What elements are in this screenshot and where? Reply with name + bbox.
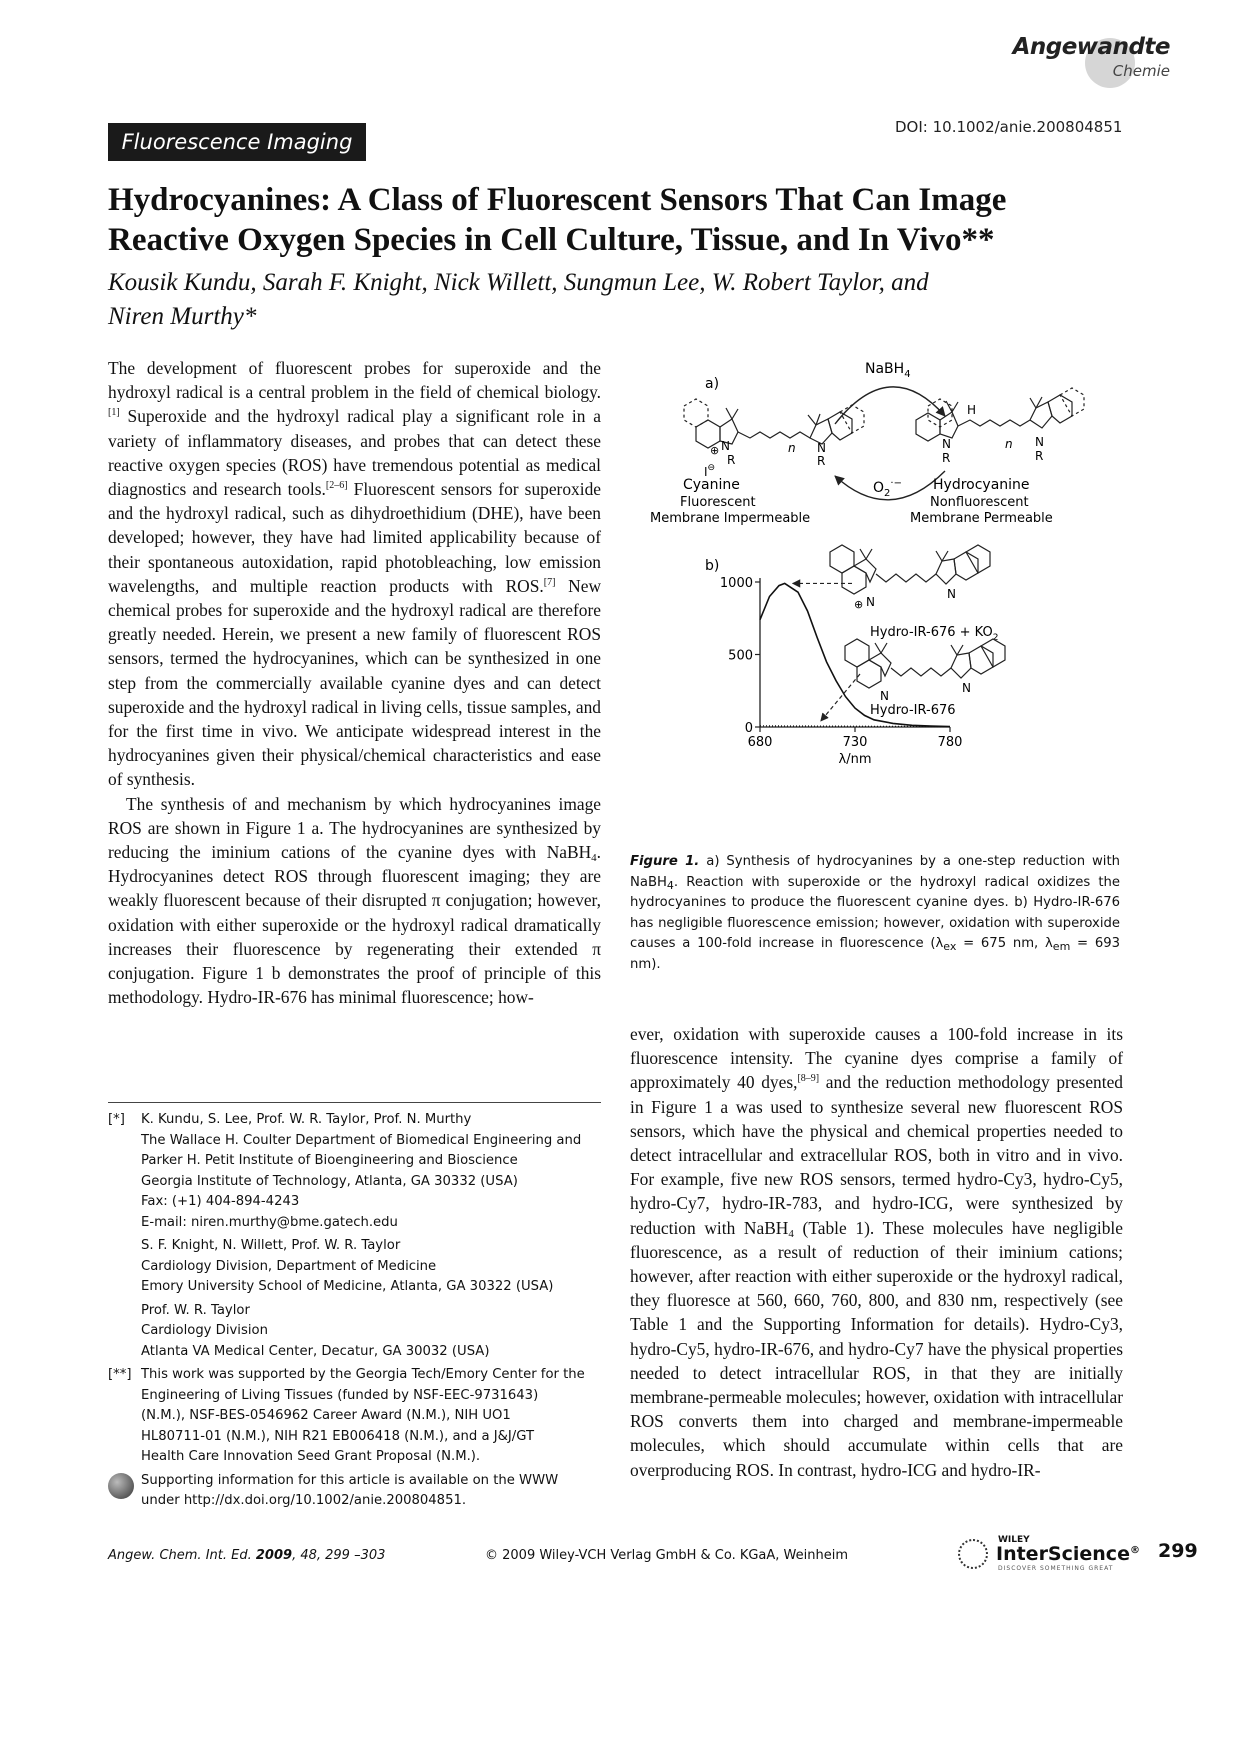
counter-ion: I⊖ [704,463,716,479]
body-paragraph: The development of fluorescent probes for superoxide and the hydroxyl radical is a central problem in the field of chemical biology.[1] Superoxide and the hydroxyl radical play a significant role in a variety of inflammatory diseases, and probes that can detect these reactive oxygen species (ROS) have tremendous potential as medical diagnostics and research tools.[2–6] Fluorescent sensors for superoxide and the hydroxyl radical, such as dihydroethidium (DHE), have been developed; however, they have had limited applicability because of their spontaneous autoxidation, rapid photobleaching, low emission wavelengths, and multiple reaction products with ROS.[7] New chemical probes for superoxide and the hydroxyl radical are therefore greatly needed. Herein, we present a new family of fluorescent ROS sensors, termed the hydrocyanines, which can be synthesized in one step from the commercially available cyanine dyes and can detect superoxide and the hydroxyl radical in living cells, tissue samples, and for the first time in vivo. We anticipate widespread interest in the hydrocyanines given their physical/chemical characteristics and ease of synthesis. [108,358,602,790]
citation[interactable]: [7] [543,576,556,588]
y-tick-label: 0 [744,721,753,736]
citation[interactable]: [1] [108,407,120,419]
svg-text:n: n [1005,437,1013,451]
authors-line: Niren Murthy* [108,303,257,330]
panel-a-label: a) [705,376,720,392]
doi: DOI: 10.1002/anie.200804851 [895,118,1123,136]
y-tick-label: 500 [728,648,753,664]
svg-text:N: N [942,437,951,451]
cyanine-property: Fluorescent [680,495,756,510]
footnote-divider [108,1102,601,1103]
hydrocyanine-structure [916,388,1084,441]
reagent-nabh4: NaBH$_4$ [865,361,911,380]
citation[interactable]: [8–9] [797,1073,820,1085]
footnotes [108,1110,608,1515]
svg-text:R: R [727,453,736,467]
hydrocyanine-label: Hydrocyanine [933,477,1030,493]
svg-text:H: H [967,403,977,417]
hydrocyanine-property: Nonfluorescent [930,495,1029,510]
supporting-info-link[interactable]: under http://dx.doi.org/10.1002/anie.200804851. [141,1493,467,1508]
supporting-info-footnote: Supporting information for this article is available on the WWW under http://dx.doi.org/10.1002/anie.200804851. [108,1471,608,1512]
svg-text:N: N [880,689,889,703]
svg-text:R: R [1035,449,1044,463]
title-line: Hydrocyanines: A Class of Fluorescent Sensors That Can Image [108,182,1007,218]
svg-text:N: N [866,595,875,609]
hydro-ir-676-structure [845,639,1005,688]
footnote-mark: [*] [108,1112,125,1127]
funding-footnote: [**] This work was supported by the Georgia Tech/Emory Center for the Engineering of Living Tissues (funded by NSF-EEC-9731643) (N.M.), NSF-BES-0546962 Career Award (N.M.), NIH UO1 HL80711-01 (N.M.), NIH R21 EB006418 (N.M.), and a J&J/GT Health Care Innovation Seed Grant Proposal (N.M.). [108,1367,585,1464]
hydro-ir-676-ko2-structure [830,545,990,594]
citation[interactable]: [2–6] [325,480,348,492]
cyanine-structure [684,399,864,448]
interscience-logo: WILEY InterScience® DISCOVER SOMETHING GREAT [958,1535,1128,1575]
body-paragraph: The synthesis of and mechanism by which hydrocyanines image ROS are shown in Figure 1 a. The hydrocyanines are synthesized by reducing the iminium cations of the cyanine dyes with NaBH$_4$. Hydrocyanines detect ROS through fluorescent imaging; they are weakly fluorescent because of their disrupted π conjugation; however, oxidation with either superoxide or the hydroxyl radical dramatically increases their fluorescence by regenerating their extended π conjugation. Figure 1 b demonstrates the proof of principle of this methodology. Hydro-IR-676 has minimal fluorescence; how- [108,793,601,1008]
page-number: 299 [1158,1540,1198,1562]
cyanine-label: Cyanine [683,477,740,493]
x-tick-label: 730 [842,735,868,750]
compound-label: Hydro-IR-676 + $KO_2$ [870,625,999,643]
y-tick-label: 1000 [719,576,753,591]
interscience-globe-icon [958,1539,988,1569]
logo-title: Angewandte [1012,34,1170,60]
footer-copyright: © 2009 Wiley-VCH Verlag GmbH & Co. KGaA, Weinheim [485,1548,849,1563]
email-link[interactable]: E-mail: niren.murthy@bme.gatech.edu [141,1214,398,1230]
figure-label: Figure 1. [630,854,700,869]
svg-text:R: R [942,451,951,465]
lower-compound-arrow [821,674,860,721]
x-tick-label: 680 [747,735,773,750]
logo-subtitle: Chemie [1112,62,1170,80]
svg-text:⊕: ⊕ [710,444,720,457]
reagent-superoxide: $O_2^{\cdot-}$ [873,478,902,499]
affiliation-footnote: [*] K. Kundu, S. Lee, Prof. W. R. Taylor, Prof. N. Murthy The Wallace H. Coulter Department of Biomedical Engineering and Parker H. Petit Institute of Bioengineering and Bioscience Georgia Institute of Technology, Atlanta, GA 30332 (USA) Fax: (+1) 404-894-4243 E-mail: niren.murthy@bme.gatech.edu [108,1110,608,1233]
body-paragraph: ever, oxidation with superoxide causes a 100-fold increase in its fluorescence intensity. The cyanine dyes comprise a family of approximately 40 dyes,[8–9] and the reduction methodology presented in Figure 1 a was used to synthesize several new fluorescent ROS sensors, which have the physical and chemical properties needed to detect intracellular and extracellular ROS, both in vitro and in vivo. For example, five new ROS sensors, termed hydro-Cy3, hydro-Cy5, hydro-Cy7, hydro-IR-783, and hydro-ICG, were synthesized by reduction with NaBH$_4$ (Table 1). These molecules have negligible fluorescence, as a result of reduction of their iminium cations; however, after reaction with either superoxide or the hydroxyl radical, they fluoresce at 560, 660, 760, 800, and 830 nm, respectively (see Table 1 and the Supporting Information for details). Hydro-Cy3, hydro-Cy5, hydro-IR-676, and hydro-Cy7 have the physical properties needed to detect intracellular ROS, in that they are initially membrane-permeable molecules; however, oxidation with intracellular ROS converts them into charged and membrane-impermeable molecules, which should accumulate within cells that are overproducing ROS. In contrast, hydro-ICG and hydro-IR- [630,1024,1123,1480]
compound-label: Hydro-IR-676 [870,703,956,718]
svg-text:N: N [721,439,730,453]
title-line: Reactive Oxygen Species in Cell Culture, Tissue, and In Vivo** [108,222,995,258]
footnote-mark: [**] [108,1367,132,1382]
globe-icon [108,1473,134,1499]
x-axis-label: λ/nm [838,752,872,767]
hydrocyanine-property: Membrane Permeable [910,511,1053,526]
svg-text:⊕: ⊕ [854,598,864,611]
figure-1 [650,356,1120,856]
svg-text:N: N [947,587,956,601]
body-left-column [108,356,601,1009]
affiliation-footnote: Prof. W. R. Taylor Cardiology Division Atlanta VA Medical Center, Decatur, GA 30032 (USA) [141,1302,490,1359]
svg-text:N: N [817,441,826,455]
section-tag: Fluorescence Imaging [108,123,366,161]
article-title [108,180,1108,260]
svg-text:N: N [1035,435,1044,449]
x-tick-label: 780 [937,735,963,750]
footer-citation: Angew. Chem. Int. Ed. 2009, 48, 299 –303 [108,1548,386,1563]
journal-logo [1012,30,1210,90]
affiliation-footnote: S. F. Knight, N. Willett, Prof. W. R. Taylor Cardiology Division, Department of Medicine Emory University School of Medicine, Atlanta, GA 30322 (USA) [141,1238,554,1294]
authors-line: Kousik Kundu, Sarah F. Knight, Nick Willett, Sungmun Lee, W. Robert Taylor, and [108,269,929,296]
panel-b-label: b) [705,558,720,574]
svg-text:N: N [962,681,971,695]
figure-caption: Figure 1. a) Synthesis of hydrocyanines by a one-step reduction with NaBH$_4$. Reaction with superoxide or the hydroxyl radical oxidizes the hydrocyanines to produce the fluorescent cyanine dyes. b) Hydro-IR-676 has negligible fluorescence emission; however, oxidation with superoxide causes a 100-fold increase in fluorescence ($\lambda_{ex} = 675$ nm, $\lambda_{em} = 693$ nm). [630,854,1120,972]
cyanine-property: Membrane Impermeable [650,511,811,526]
body-right-column [630,1022,1123,1482]
author-list [108,266,1108,334]
svg-text:n: n [788,441,796,455]
svg-text:R: R [817,454,826,468]
